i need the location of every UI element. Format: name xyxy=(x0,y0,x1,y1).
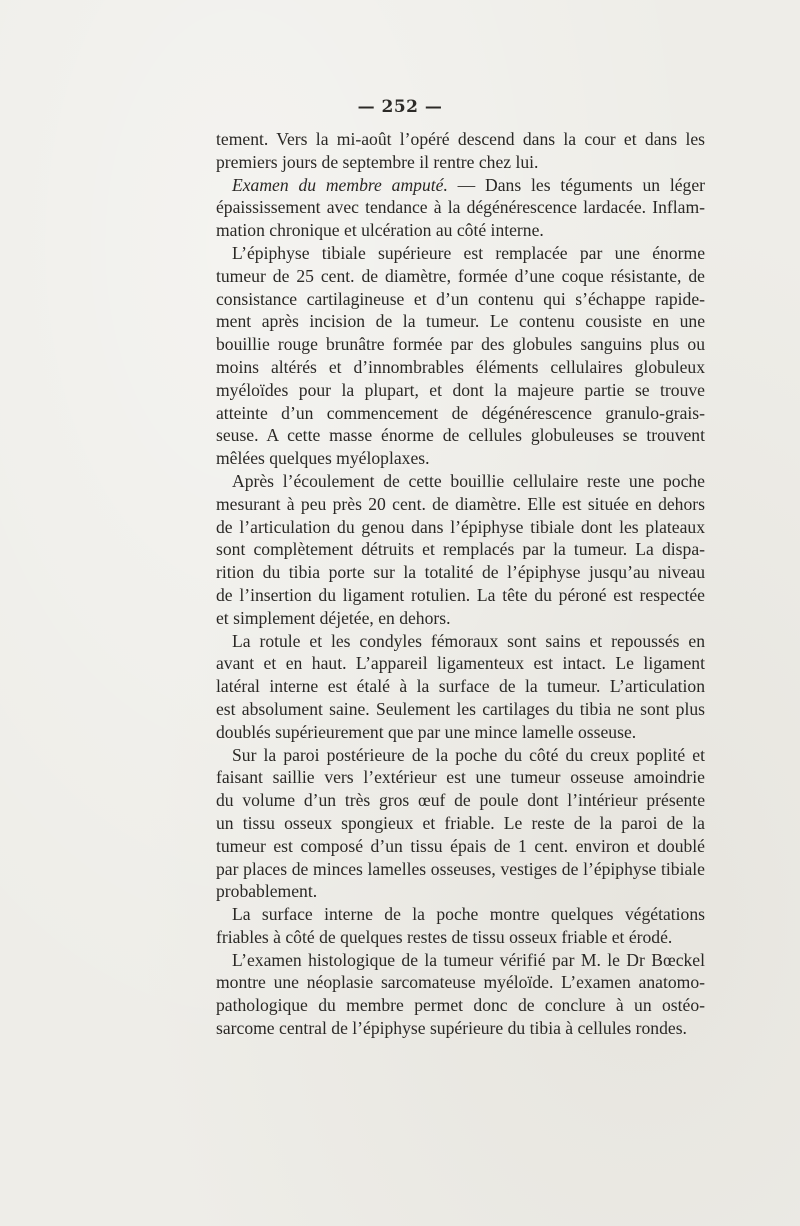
text-line: moins altérés et d’innombrables éléments cellulaires globuleux xyxy=(216,356,705,377)
text-line: La surface interne de la poche montre quelques végétations xyxy=(232,904,705,925)
text-line: Sur la paroi postérieure de la poche du côté du creux poplité et xyxy=(232,744,705,765)
text-line: de l’insertion du ligament rotulien. La tête du péroné est respectée xyxy=(216,584,705,605)
text-line: sont complètement détruits et remplacés par la tumeur. La dispa- xyxy=(216,539,705,560)
text-line: sarcome central de l’épiphyse supérieure du tibia à cellules rondes. xyxy=(216,1018,687,1039)
text-line: mêlées quelques myéloplaxes. xyxy=(216,448,430,469)
text-line: mesurant à peu près 20 cent. de diamètre. Elle est située en dehors xyxy=(216,493,705,514)
text-line: premiers jours de septembre il rentre chez lui. xyxy=(216,151,539,172)
text-line: consistance cartilagineuse et d’un contenu qui s’échappe rapide- xyxy=(216,288,705,309)
text-line: ment après incision de la tumeur. Le contenu cousiste en une xyxy=(216,311,705,332)
text-line: de l’articulation du genou dans l’épiphyse tibiale dont les plateaux xyxy=(216,516,705,537)
text-line: pathologique du membre permet donc de conclure à un ostéo- xyxy=(216,995,705,1016)
text-line: L’épiphyse tibiale supérieure est remplacée par une énorme xyxy=(232,242,705,263)
text-line-rest: — Dans les téguments un léger xyxy=(447,174,705,195)
text-line: doublés supérieurement que par une mince lamelle osseuse. xyxy=(216,721,637,742)
text-line: rition du tibia porte sur la totalité de l’épiphyse jusqu’au niveau xyxy=(216,562,705,583)
text-line: mation chronique et ulcération au côté interne. xyxy=(216,220,544,241)
text-line: par places de minces lamelles osseuses, vestiges de l’épiphyse tibiale xyxy=(216,858,705,879)
text-line: L’examen histologique de la tumeur vérifié par M. le Dr Bœckel xyxy=(232,949,705,970)
text-line: friables à côté de quelques restes de tissu osseux friable et érodé. xyxy=(216,926,673,947)
page-number: — 252 — xyxy=(357,97,443,117)
text-line: épaississement avec tendance à la dégénérescence lardacée. Inflam- xyxy=(216,197,705,218)
text-line: atteinte d’un commencement de dégénérescence granulo-grais- xyxy=(216,402,705,423)
text-line: montre une néoplasie sarcomateuse myéloïde. L’examen anatomo- xyxy=(216,972,705,993)
text-line: tumeur de 25 cent. de diamètre, formée d’une coque résistante, de xyxy=(216,265,705,286)
text-line: est absolument saine. Seulement les cartilages du tibia ne sont plus xyxy=(216,698,705,719)
text-line: avant et en haut. L’appareil ligamenteux est intact. Le ligament xyxy=(216,653,705,674)
text-line xyxy=(216,174,705,197)
text-line: Après l’écoulement de cette bouillie cellulaire reste une poche xyxy=(232,470,705,491)
text-line: seuse. A cette masse énorme de cellules globuleuses se trouvent xyxy=(216,425,705,446)
text-line: tement. Vers la mi-août l’opéré descend dans la cour et dans les xyxy=(216,129,705,149)
text-line: latéral interne est étalé à la surface de la tumeur. L’articulation xyxy=(216,676,705,697)
body-text xyxy=(216,128,705,1040)
text-line: bouillie rouge brunâtre formée par des globules sanguins plus ou xyxy=(216,334,705,355)
text-line: faisant saillie vers l’extérieur est une tumeur osseuse amoindrie xyxy=(216,767,705,788)
text-line: et simplement déjetée, en dehors. xyxy=(216,607,451,628)
text-line: La rotule et les condyles fémoraux sont sains et repoussés en xyxy=(232,630,705,651)
section-heading-italic: Examen du membre amputé. xyxy=(232,174,448,195)
text-line: un tissu osseux spongieux et friable. Le reste de la paroi de la xyxy=(216,812,705,833)
text-line: myéloïdes pour la plupart, et dont la majeure partie se trouve xyxy=(216,379,705,400)
text-line: probablement. xyxy=(216,881,318,902)
text-line: du volume d’un très gros œuf de poule dont l’intérieur présente xyxy=(216,790,705,811)
text-line: tumeur est composé d’un tissu épais de 1 cent. environ et doublé xyxy=(216,835,705,856)
